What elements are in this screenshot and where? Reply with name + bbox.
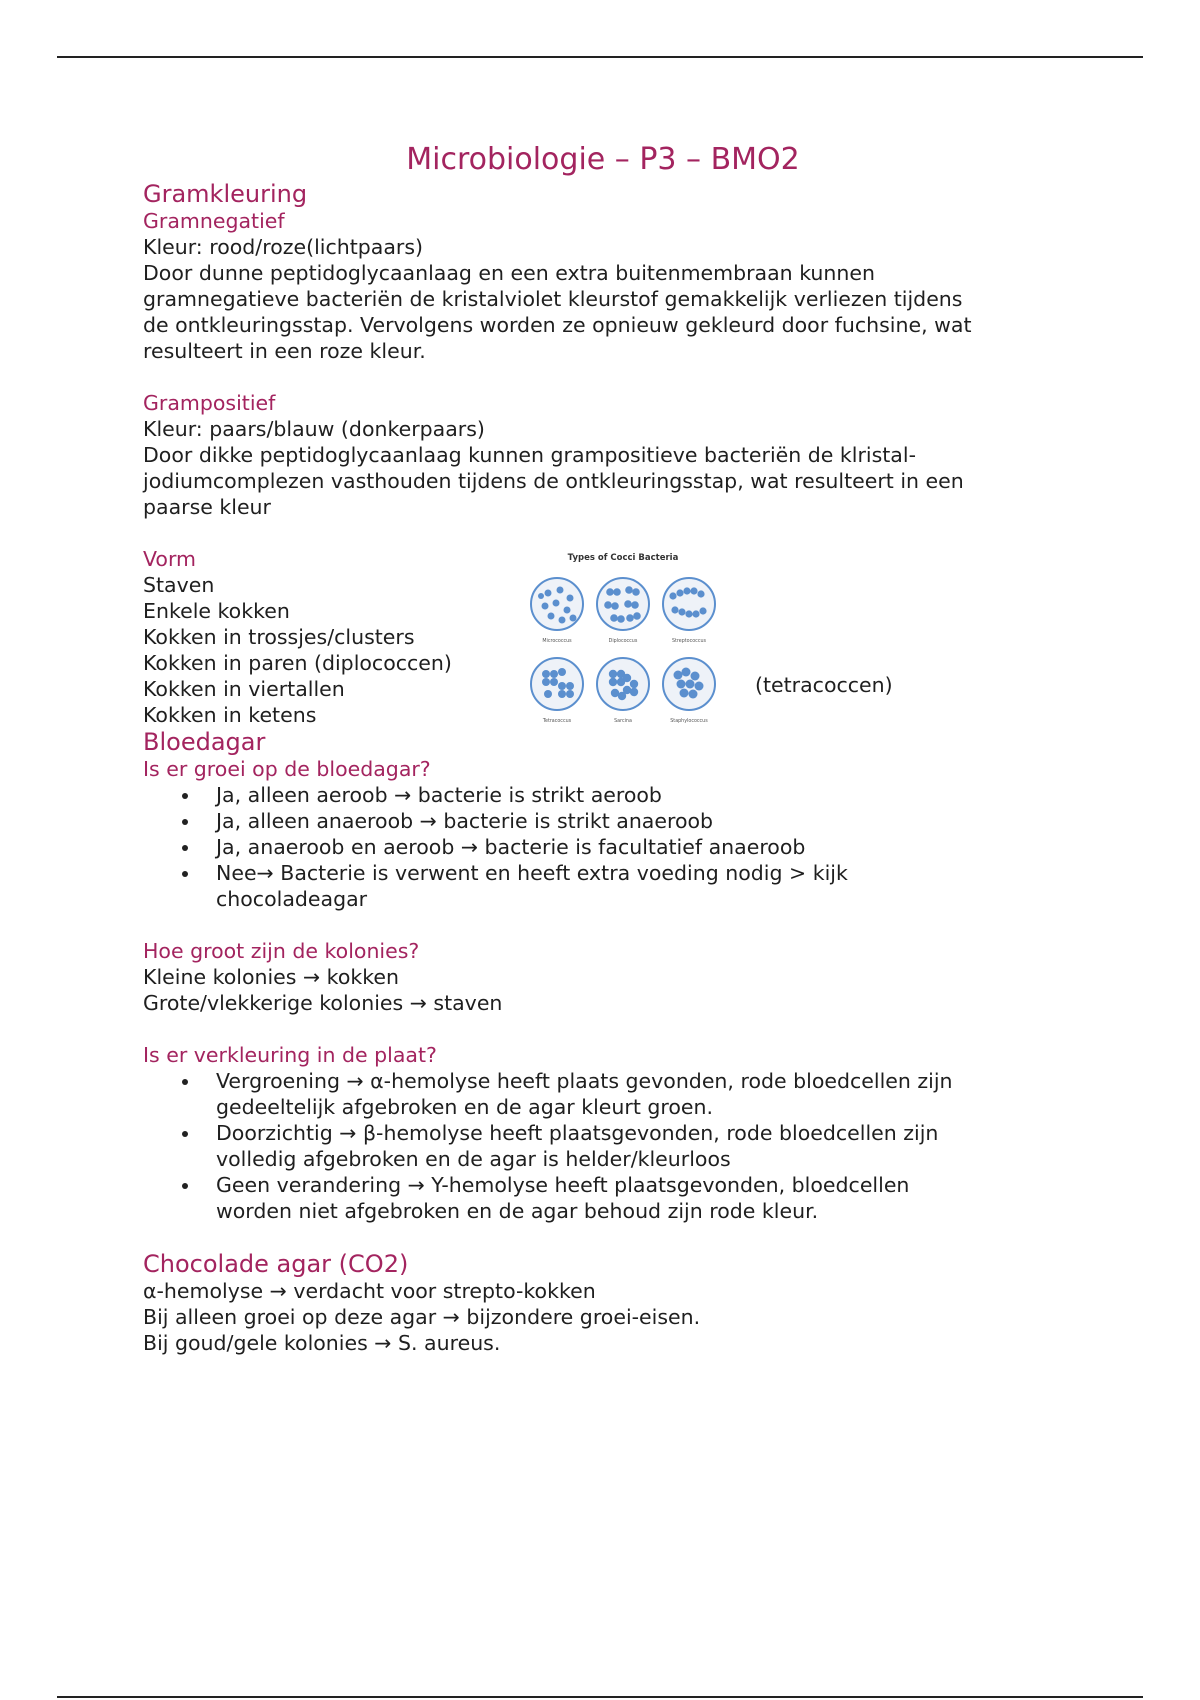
spacer xyxy=(143,912,1063,938)
footer-rule xyxy=(57,1696,1143,1698)
list-item: Ja, anaeroob en aeroob → bacterie is facultatief anaeroob xyxy=(216,834,1063,860)
figure-label: Staphylococcus xyxy=(670,719,708,724)
verkleuring-list xyxy=(143,1068,1063,1224)
heading-vorm: Vorm xyxy=(143,547,197,571)
text-line: Kleur: paars/blauw (donkerpaars) xyxy=(143,417,485,441)
list-item: Kokken in paren (diplococcen) xyxy=(143,651,452,675)
text-line: Bij goud/gele kolonies → S. aureus. xyxy=(143,1331,501,1355)
heading-grampositief: Grampositief xyxy=(143,391,276,415)
figure-label: Tetracoccus xyxy=(542,719,572,724)
heading-gramkleuring: Gramkleuring xyxy=(143,180,308,208)
sarcina-icon xyxy=(597,658,649,710)
text-line: Door dunne peptidoglycaanlaag en een extra buitenmembraan kunnen xyxy=(143,261,876,285)
list-item: Nee→ Bacterie is verwent en heeft extra voeding nodig > kijk chocoladeagar xyxy=(216,860,1063,912)
list-item: Staven xyxy=(143,573,215,597)
page-title: Microbiologie – P3 – BMO2 xyxy=(406,142,800,177)
micrococcus-icon xyxy=(531,578,583,630)
groei-list xyxy=(143,782,1063,912)
question-kolonies: Hoe groot zijn de kolonies? xyxy=(143,939,420,963)
list-item: Kokken in viertallen xyxy=(143,677,345,701)
text-line: paarse kleur xyxy=(143,495,271,519)
streptococcus-icon xyxy=(663,578,715,630)
text-line: α-hemolyse → verdacht voor strepto-kokken xyxy=(143,1279,596,1303)
diplococcus-icon xyxy=(597,578,649,630)
question-groei: Is er groei op de bloedagar? xyxy=(143,757,431,781)
list-item: Enkele kokken xyxy=(143,599,290,623)
list-item: Kokken in trossjes/clusters xyxy=(143,625,415,649)
document-page xyxy=(143,140,1063,1356)
heading-chocolade-agar: Chocolade agar (CO2) xyxy=(143,1250,409,1278)
figure-title: Types of Cocci Bacteria xyxy=(567,553,679,563)
text-line: de ontkleuringsstap. Vervolgens worden ze opnieuw gekleurd door fuchsine, wat xyxy=(143,313,972,337)
tetracoccus-icon xyxy=(531,658,583,710)
text-line: Door dikke peptidoglycaanlaag kunnen grampositieve bacteriën de klristal- xyxy=(143,443,916,467)
staphylococcus-icon xyxy=(663,658,715,710)
spacer xyxy=(143,1224,1063,1250)
cocci-types-figure xyxy=(518,538,728,748)
list-item: Ja, alleen anaeroob → bacterie is strikt anaeroob xyxy=(216,808,1063,834)
list-item: Doorzichtig → β-hemolyse heeft plaatsgevonden, rode bloedcellen zijn volledig afgebroken en de agar is helder/kleurloos xyxy=(216,1120,1063,1172)
list-item: Vergroening → α-hemolyse heeft plaats gevonden, rode bloedcellen zijn gedeeltelijk afgebroken en de agar kleurt groen. xyxy=(216,1068,1063,1120)
heading-bloedagar: Bloedagar xyxy=(143,728,266,756)
text-line: Bij alleen groei op deze agar → bijzondere groei-eisen. xyxy=(143,1305,701,1329)
list-item: Geen verandering → Y-hemolyse heeft plaatsgevonden, bloedcellen worden niet afgebroken en de agar behoud zijn rode kleur. xyxy=(216,1172,1063,1224)
vorm-section xyxy=(143,546,1063,728)
figure-label: Diplococcus xyxy=(608,639,638,644)
question-verkleuring: Is er verkleuring in de plaat? xyxy=(143,1043,437,1067)
text-line: jodiumcomplezen vasthouden tijdens de ontkleuringsstap, wat resulteert in een xyxy=(143,469,964,493)
tetracoccen-note: (tetracoccen) xyxy=(755,673,893,697)
text-line: Kleur: rood/roze(lichtpaars) xyxy=(143,235,424,259)
figure-label: Sarcina xyxy=(614,719,632,724)
text-line: gramnegatieve bacteriën de kristalviolet kleurstof gemakkelijk verliezen tijdens xyxy=(143,287,963,311)
text-line: Kleine kolonies → kokken xyxy=(143,965,399,989)
header-rule xyxy=(57,56,1143,58)
list-item: Kokken in ketens xyxy=(143,703,317,727)
text-line: resulteert in een roze kleur. xyxy=(143,339,426,363)
list-item: Ja, alleen aeroob → bacterie is strikt aeroob xyxy=(216,782,1063,808)
spacer xyxy=(143,1016,1063,1042)
spacer xyxy=(143,364,1063,390)
heading-gramnegatief: Gramnegatief xyxy=(143,209,285,233)
text-line: Grote/vlekkerige kolonies → staven xyxy=(143,991,503,1015)
figure-label: Streptococcus xyxy=(672,639,706,644)
figure-label: Micrococcus xyxy=(542,639,572,644)
